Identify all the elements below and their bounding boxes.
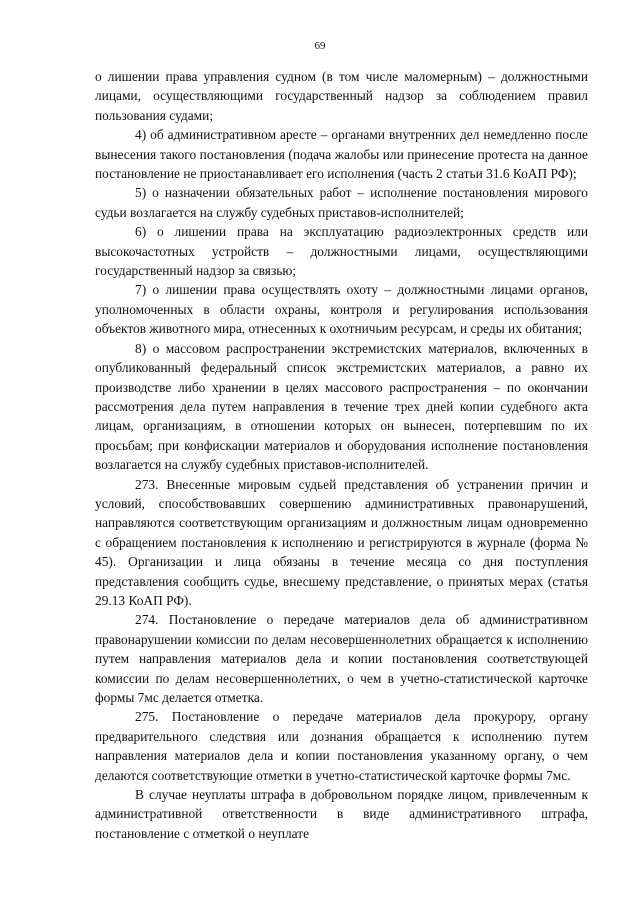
paragraph-item-6: 6) о лишении права на эксплуатацию радиоэлектронных средств или высокочастотных устройств – должностными лицами, осуществляющими государственный надзор за связью; bbox=[95, 224, 588, 279]
paragraph-275: 275. Постановление о передаче материалов дела прокурору, органу предварительного следствия или дознания обращается к исполнению путем направления материалов дела и копии постановления указанному органу, о чем делаются соответствующие отметки в учетно-статистической карточке формы 7мс. bbox=[95, 709, 588, 783]
paragraph-continuation: о лишении права управления судном (в том числе маломерным) – должностными лицами, осуществляющими государственный надзор за соблюдением правил пользования судами; bbox=[95, 69, 588, 123]
paragraph-fine-nonpayment: В случае неуплаты штрафа в добровольном порядке лицом, привлеченным к административной ответственности в виде административного штрафа, постановление с отметкой о неуплате bbox=[95, 787, 588, 841]
paragraph-273: 273. Внесенные мировым судьей представления об устранении причин и условий, способствовавших совершению административных правонарушений, направляются соответствующим организациям и должностным лицам одновременно с обращением постановления к исполнению и регистрируются в журнале (форма № 45). Организации и лица обязаны в течение месяца со дня поступления представления сообщить судье, внесшему представление, о принятых мерах (статья 29.13 КоАП РФ). bbox=[95, 476, 588, 608]
paragraph-item-4: 4) об административном аресте – органами внутренних дел немедленно после вынесения такого постановления (подача жалобы или принесение протеста на данное постановление не приостанавливает его исполнения (часть 2 статьи 31.6 КоАП РФ); bbox=[95, 127, 588, 182]
paragraph-item-8: 8) о массовом распространении экстремистских материалов, включенных в опубликованный федеральный список экстремистских материалов, а равно их производстве либо хранении в целях массового распространения – по окончании рассмотрения дела путем направления в течение трех дней копии судебного акта лицам, организациям, в отношении которых он вынесен, потерпевшим по их просьбам; при конфискации материалов и оборудования исполнение постановления возлагается на службу судебных приставов-исполнителей. bbox=[95, 340, 588, 473]
paragraph-item-5: 5) о назначении обязательных работ – исполнение постановления мирового судьи возлагается на службу судебных приставов-исполнителей; bbox=[95, 185, 588, 220]
page-number: 69 bbox=[314, 40, 326, 52]
document-body bbox=[95, 67, 588, 843]
paragraph-item-7: 7) о лишении права осуществлять охоту – должностными лицами органов, уполномоченных в области охраны, контроля и регулирования использования объектов животного мира, отнесенных к охотничьим ресурсам, и среды их обитания; bbox=[95, 282, 588, 337]
paragraph-274: 274. Постановление о передаче материалов дела об административном правонарушении комиссии по делам несовершеннолетних обращается к исполнению путем направления материалов дела и копии постановления соответствующей комиссии по делам несовершеннолетних, о чем в учетно-статистической карточке формы 7мс делается отметка. bbox=[95, 612, 588, 705]
